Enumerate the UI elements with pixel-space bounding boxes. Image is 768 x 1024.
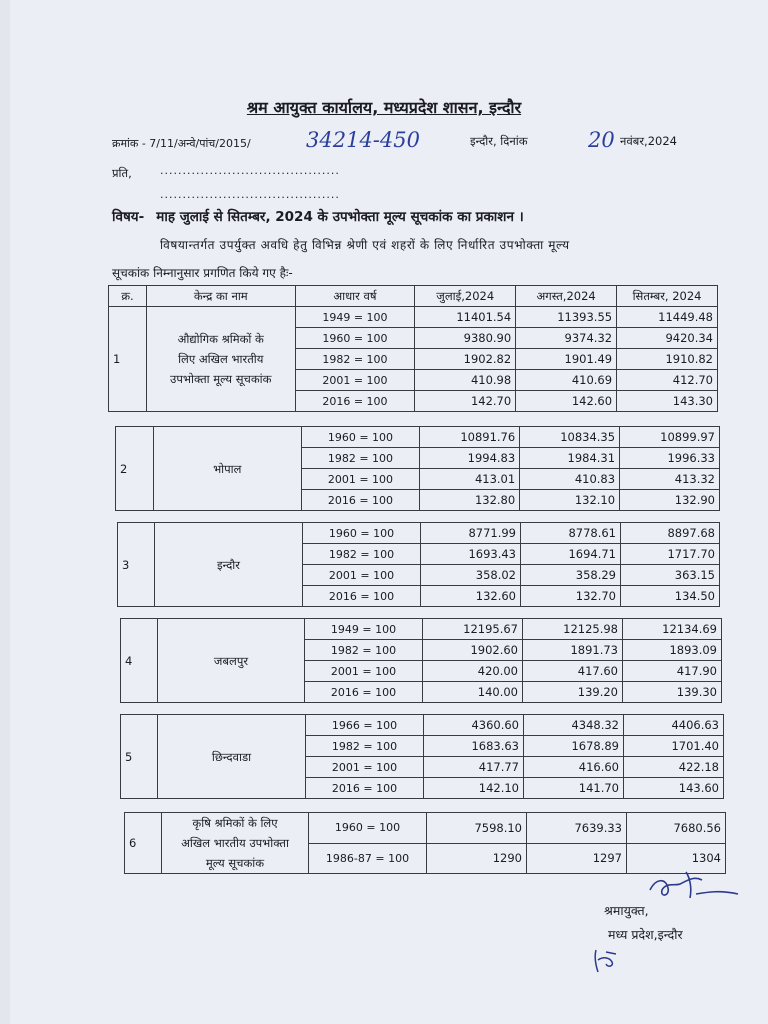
index-table-6 xyxy=(124,812,726,874)
column-header-m1: जुलाई,2024 xyxy=(415,286,516,307)
value-july-2024: 4360.60 xyxy=(424,715,524,736)
value-september-2024: 10899.97 xyxy=(620,427,720,448)
signatory-designation: श्रमायुक्त, xyxy=(604,903,649,918)
value-september-2024: 12134.69 xyxy=(623,619,722,640)
initials-scribble xyxy=(590,946,622,974)
base-year: 2016 = 100 xyxy=(301,490,420,511)
value-september-2024: 134.50 xyxy=(621,586,720,607)
value-august-2024: 358.29 xyxy=(521,565,621,586)
base-year: 2016 = 100 xyxy=(306,778,424,799)
value-july-2024: 358.02 xyxy=(421,565,521,586)
value-september-2024: 143.60 xyxy=(624,778,724,799)
centre-name-line: भोपाल xyxy=(213,461,242,476)
base-year: 1986-87 = 100 xyxy=(309,843,427,874)
value-september-2024: 1304 xyxy=(627,843,726,874)
value-august-2024: 1297 xyxy=(527,843,627,874)
column-header-m3: सितम्बर, 2024 xyxy=(617,286,718,307)
reference-prefix: क्रमांक - 7/11/अन्वे/पांच/2015/ xyxy=(112,137,251,150)
base-year: 2016 = 100 xyxy=(305,682,423,703)
value-august-2024: 417.60 xyxy=(523,661,623,682)
value-july-2024: 1683.63 xyxy=(424,736,524,757)
value-august-2024: 410.83 xyxy=(520,469,620,490)
value-september-2024: 1893.09 xyxy=(623,640,722,661)
base-year: 2001 = 100 xyxy=(306,757,424,778)
value-august-2024: 142.60 xyxy=(516,391,617,412)
value-august-2024: 1678.89 xyxy=(524,736,624,757)
place-date-label: इन्दौर, दिनांक xyxy=(470,134,528,148)
value-september-2024: 417.90 xyxy=(623,661,722,682)
value-august-2024: 10834.35 xyxy=(520,427,620,448)
centre-name-line: इन्दौर xyxy=(217,557,240,572)
base-year: 2001 = 100 xyxy=(301,469,420,490)
serial-number: 1 xyxy=(109,307,147,412)
value-august-2024: 1694.71 xyxy=(521,544,621,565)
value-august-2024: 1984.31 xyxy=(520,448,620,469)
table-row xyxy=(121,619,722,640)
centre-name xyxy=(162,813,309,874)
body-line-1: विषयान्तर्गत उपर्युक्त अवधि हेतु विभिन्न श्रेणी एवं शहरों के लिए निर्धारित उपभोक्ता मूल्य xyxy=(160,238,570,252)
table-row xyxy=(125,813,726,844)
base-year: 1982 = 100 xyxy=(301,448,420,469)
value-september-2024: 1717.70 xyxy=(621,544,720,565)
value-september-2024: 1910.82 xyxy=(617,349,718,370)
subject-label: विषय- xyxy=(112,209,145,225)
value-august-2024: 141.70 xyxy=(524,778,624,799)
centre-name-line: छिन्दवाडा xyxy=(211,749,252,764)
base-year: 1949 = 100 xyxy=(305,619,423,640)
index-table-2 xyxy=(115,426,720,511)
value-august-2024: 1901.49 xyxy=(516,349,617,370)
value-july-2024: 1290 xyxy=(427,843,527,874)
value-september-2024: 422.18 xyxy=(624,757,724,778)
value-august-2024: 139.20 xyxy=(523,682,623,703)
value-august-2024: 11393.55 xyxy=(516,307,617,328)
signatory-office: मध्य प्रदेश,इन्दौर xyxy=(608,927,683,942)
serial-number: 3 xyxy=(118,523,155,607)
centre-name-line: उपभोक्ता मूल्य सूचकांक xyxy=(170,372,272,386)
value-september-2024: 7680.56 xyxy=(627,813,726,844)
value-july-2024: 142.10 xyxy=(424,778,524,799)
column-header-base: आधार वर्ष xyxy=(295,286,415,307)
base-year: 2016 = 100 xyxy=(303,586,421,607)
serial-number: 6 xyxy=(125,813,162,874)
base-year: 2001 = 100 xyxy=(305,661,423,682)
value-august-2024: 4348.32 xyxy=(524,715,624,736)
office-heading: श्रम आयुक्त कार्यालय, मध्यप्रदेश शासन, इन्दौर xyxy=(246,98,522,117)
value-september-2024: 11449.48 xyxy=(617,307,718,328)
reference-number-handwritten: 34214-450 xyxy=(306,128,420,152)
base-year: 1982 = 100 xyxy=(295,349,415,370)
value-august-2024: 416.60 xyxy=(524,757,624,778)
table-row xyxy=(121,715,724,736)
value-august-2024: 9374.32 xyxy=(516,328,617,349)
base-year: 1982 = 100 xyxy=(303,544,421,565)
value-september-2024: 1701.40 xyxy=(624,736,724,757)
value-july-2024: 1902.60 xyxy=(423,640,523,661)
serial-number: 2 xyxy=(116,427,154,511)
centre-name-line: लिए अखिल भारतीय xyxy=(178,352,264,366)
centre-name xyxy=(153,427,301,511)
base-year: 1960 = 100 xyxy=(303,523,421,544)
value-september-2024: 8897.68 xyxy=(621,523,720,544)
value-september-2024: 412.70 xyxy=(617,370,718,391)
value-august-2024: 410.69 xyxy=(516,370,617,391)
base-year: 1960 = 100 xyxy=(295,328,415,349)
value-july-2024: 8771.99 xyxy=(421,523,521,544)
base-year: 1960 = 100 xyxy=(309,813,427,844)
index-table-1 xyxy=(108,285,718,412)
value-july-2024: 7598.10 xyxy=(427,813,527,844)
centre-name xyxy=(158,619,305,703)
base-year: 2016 = 100 xyxy=(295,391,415,412)
value-september-2024: 9420.34 xyxy=(617,328,718,349)
value-july-2024: 142.70 xyxy=(415,391,516,412)
column-header-sno: क्र. xyxy=(109,286,147,307)
value-september-2024: 132.90 xyxy=(620,490,720,511)
value-september-2024: 1996.33 xyxy=(620,448,720,469)
value-july-2024: 1902.82 xyxy=(415,349,516,370)
value-july-2024: 11401.54 xyxy=(415,307,516,328)
value-august-2024: 1891.73 xyxy=(523,640,623,661)
value-august-2024: 132.10 xyxy=(520,490,620,511)
value-july-2024: 420.00 xyxy=(423,661,523,682)
addressee-line-2: ........................................ xyxy=(160,188,340,201)
date-day-handwritten: 20 xyxy=(588,128,615,152)
value-august-2024: 132.70 xyxy=(521,586,621,607)
value-july-2024: 1994.83 xyxy=(420,448,520,469)
index-table-3 xyxy=(117,522,720,607)
value-july-2024: 9380.90 xyxy=(415,328,516,349)
centre-name-line: कृषि श्रमिकों के लिए xyxy=(192,816,278,830)
table-header-row xyxy=(109,286,718,307)
base-year: 1982 = 100 xyxy=(306,736,424,757)
index-table-5 xyxy=(120,714,724,799)
value-september-2024: 4406.63 xyxy=(624,715,724,736)
centre-name xyxy=(146,307,295,412)
table-row xyxy=(116,427,720,448)
base-year: 1960 = 100 xyxy=(301,427,420,448)
signature-scribble xyxy=(646,864,742,914)
centre-name xyxy=(158,715,306,799)
value-july-2024: 413.01 xyxy=(420,469,520,490)
addressee-line-1: ........................................ xyxy=(160,164,340,177)
value-july-2024: 12195.67 xyxy=(423,619,523,640)
body-line-2: सूचकांक निम्नानुसार प्रगणित किये गए हैः- xyxy=(112,266,293,280)
base-year: 2001 = 100 xyxy=(295,370,415,391)
index-table-4 xyxy=(120,618,722,703)
date-month-year: नवंबर,2024 xyxy=(620,134,677,148)
value-july-2024: 10891.76 xyxy=(420,427,520,448)
centre-name-line: जबलपुर xyxy=(213,653,249,668)
column-header-centre: केन्द्र का नाम xyxy=(146,286,295,307)
column-header-m2: अगस्त,2024 xyxy=(516,286,617,307)
value-september-2024: 139.30 xyxy=(623,682,722,703)
prati-label: प्रति, xyxy=(112,166,132,180)
serial-number: 5 xyxy=(121,715,158,799)
value-july-2024: 140.00 xyxy=(423,682,523,703)
table-row xyxy=(109,307,718,328)
value-july-2024: 417.77 xyxy=(424,757,524,778)
base-year: 1966 = 100 xyxy=(306,715,424,736)
value-july-2024: 1693.43 xyxy=(421,544,521,565)
base-year: 1982 = 100 xyxy=(305,640,423,661)
value-september-2024: 413.32 xyxy=(620,469,720,490)
serial-number: 4 xyxy=(121,619,158,703)
value-september-2024: 143.30 xyxy=(617,391,718,412)
subject-line xyxy=(112,207,524,225)
centre-name xyxy=(155,523,303,607)
value-july-2024: 132.60 xyxy=(421,586,521,607)
centre-name-line: औद्योगिक श्रमिकों के xyxy=(177,332,264,346)
base-year: 1949 = 100 xyxy=(295,307,415,328)
value-august-2024: 12125.98 xyxy=(523,619,623,640)
table-row xyxy=(118,523,720,544)
value-july-2024: 410.98 xyxy=(415,370,516,391)
value-july-2024: 132.80 xyxy=(420,490,520,511)
centre-name-line: अखिल भारतीय उपभोक्ता xyxy=(181,836,289,850)
centre-name-line: मूल्य सूचकांक xyxy=(205,856,265,870)
subject-text: माह जुलाई से सितम्बर, 2024 के उपभोक्ता मूल्य सूचकांक का प्रकाशन । xyxy=(156,209,524,225)
value-august-2024: 8778.61 xyxy=(521,523,621,544)
value-september-2024: 363.15 xyxy=(621,565,720,586)
value-august-2024: 7639.33 xyxy=(527,813,627,844)
base-year: 2001 = 100 xyxy=(303,565,421,586)
